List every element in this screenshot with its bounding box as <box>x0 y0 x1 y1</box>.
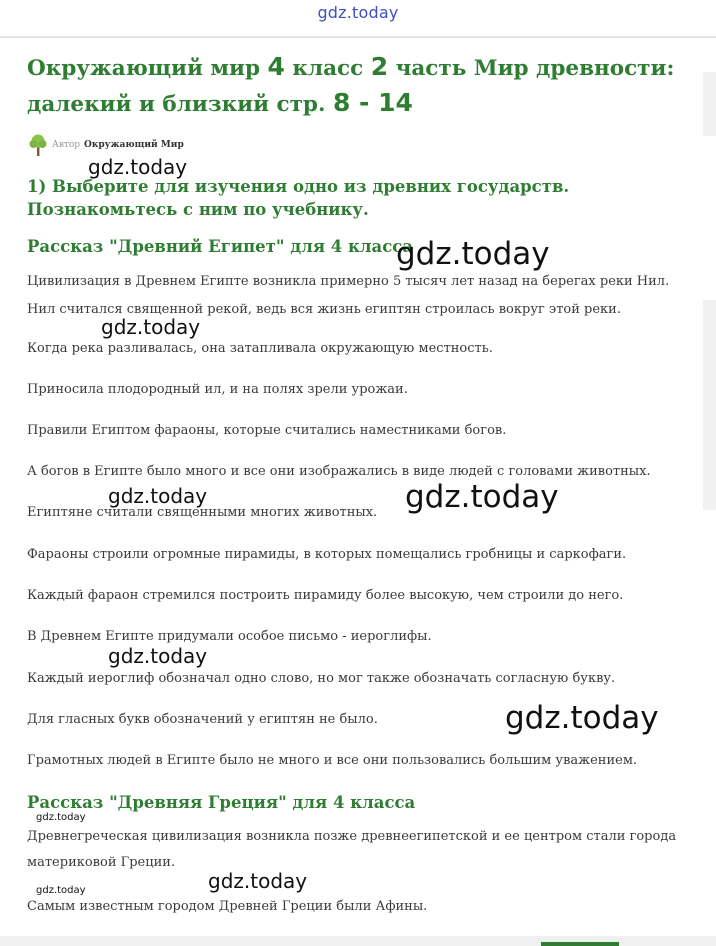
sidebar-edge <box>703 300 716 510</box>
paragraph: Самым известным городом Древней Греции были Афины. <box>27 899 428 914</box>
paragraph: В Древнем Египте придумали особое письмо - иероглифы. <box>27 629 432 644</box>
watermark: gdz.today <box>505 700 659 736</box>
author-prefix: Автор <box>52 140 81 150</box>
tree-icon <box>28 134 48 156</box>
watermark: gdz.today <box>108 644 208 668</box>
paragraph: Цивилизация в Древнем Египте возникла примерно 5 тысяч лет назад на берегах реки Нил. Нил считался священной рекой, ведь вся жизнь египтян строилась вокруг этой реки. <box>27 274 670 317</box>
paragraph: А богов в Египте было много и все они изображались в виде людей с головами животных. <box>27 464 651 479</box>
watermark: gdz.today <box>405 479 559 515</box>
paragraph: Приносила плодородный ил, и на полях зрели урожаи. <box>27 382 408 397</box>
paragraph: Грамотных людей в Египте было не много и все они пользовались большим уважением. <box>27 753 638 768</box>
header-divider <box>0 36 716 38</box>
paragraph: Древнегреческая цивилизация возникла позже древнеегипетской и ее центром стали города материковой Греции. <box>27 829 677 870</box>
paragraph: Правили Египтом фараоны, которые считались наместниками богов. <box>27 423 507 438</box>
watermark: gdz.today <box>396 236 550 272</box>
section-heading-egypt: Рассказ "Древний Египет" для 4 класса <box>27 237 414 256</box>
paragraph: Каждый фараон стремился построить пирамиду более высокую, чем строили до него. <box>27 588 624 603</box>
bottom-action-button[interactable] <box>541 942 619 946</box>
section-heading-greece: Рассказ "Древняя Греция" для 4 класса <box>27 793 416 812</box>
paragraph: Египтяне считали священными многих животных. <box>27 505 378 520</box>
author-byline <box>28 134 184 156</box>
watermark: gdz.today <box>108 484 208 508</box>
site-logo[interactable]: gdz.today <box>317 3 399 22</box>
paragraph: Фараоны строили огромные пирамиды, в которых помещались гробницы и саркофаги. <box>27 547 627 562</box>
paragraph: Когда река разливалась, она затапливала окружающую местность. <box>27 341 493 356</box>
watermark: gdz.today <box>36 885 86 896</box>
page-title: Окружающий мир 4 класс 2 часть Мир древности: далекий и близкий стр. 8 - 14 <box>27 52 675 117</box>
watermark: gdz.today <box>101 315 201 339</box>
task-heading: 1) Выберите для изучения одно из древних государств. Познакомьтесь с ним по учебнику. <box>27 177 570 219</box>
watermark: gdz.today <box>36 812 86 823</box>
author-name[interactable]: Окружающий Мир <box>84 140 184 150</box>
sidebar-edge <box>703 72 716 136</box>
paragraph: Для гласных букв обозначений у египтян не было. <box>27 712 378 727</box>
watermark: gdz.today <box>88 155 188 179</box>
watermark: gdz.today <box>208 869 308 893</box>
paragraph: Каждый иероглиф обозначал одно слово, но мог также обозначать согласную букву. <box>27 671 616 686</box>
